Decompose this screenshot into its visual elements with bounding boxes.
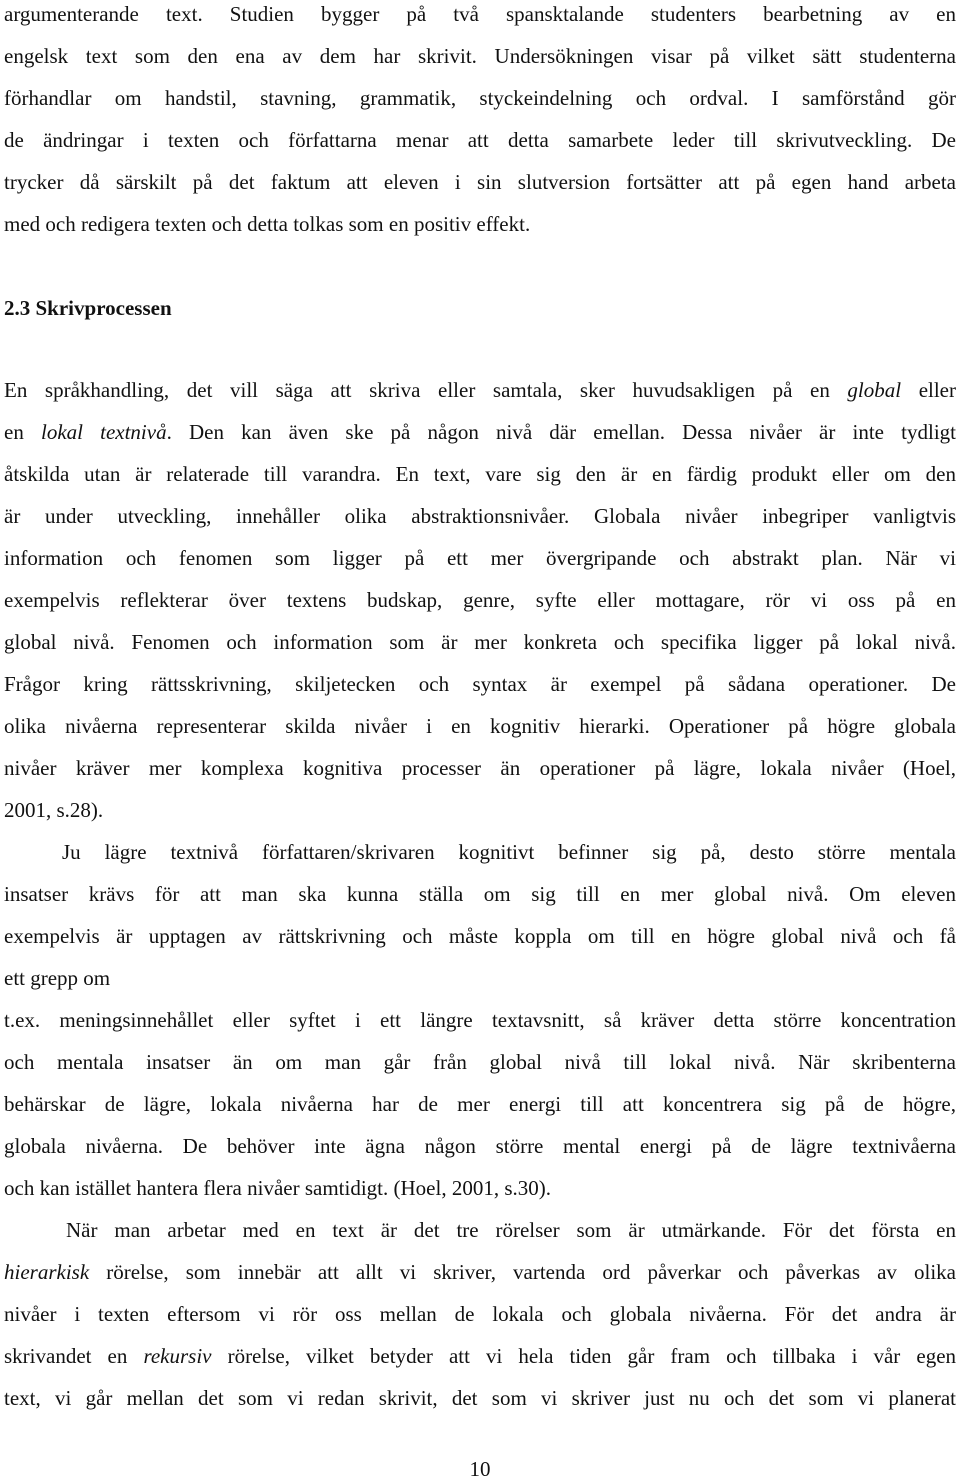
italic-term: global (847, 378, 902, 402)
text-line: globala nivåerna. De behöver inte ägna någon större mental energi på de lägre textnivåerna (4, 1134, 956, 1158)
text-line (4, 1343, 956, 1369)
text-line: 2001, s.28). (4, 798, 104, 822)
text-line: och mentala insatser än om man går från global nivå till lokal nivå. När skribenterna (4, 1050, 956, 1074)
text-run: skrivandet en (4, 1344, 144, 1368)
text-line: exempelvis reflekterar över textens budskap, genre, syfte eller mottagare, rör vi oss på en (4, 588, 956, 612)
text-line: förhandlar om handstil, stavning, grammatik, styckeindelning och ordval. I samförstånd gör (4, 86, 956, 110)
text-line: är under utveckling, innehåller olika abstraktionsnivåer. Globala nivåer inbegriper vanligtvis (4, 504, 956, 528)
text-line: med och redigera texten och detta tolkas som en positiv effekt. (4, 212, 531, 236)
text-run: rörelse, som innebär att allt vi skriver, vartenda ord påverkar och påverkas av olika (89, 1260, 956, 1284)
text-line: När man arbetar med en text är det tre rörelser som är utmärkande. För det första en (66, 1218, 956, 1242)
text-line: trycker då särskilt på det faktum att eleven i sin slutversion fortsätter att på egen hand arbeta (4, 170, 956, 194)
text-run: eller (901, 378, 956, 402)
section-heading: 2.3 Skrivprocessen (4, 296, 172, 320)
text-run: . Den kan även ske på någon nivå där emellan. Dessa nivåer är inte tydligt (166, 420, 956, 444)
italic-term: rekursiv (143, 1344, 212, 1368)
text-line: Ju lägre textnivå författaren/skrivaren kognitivt befinner sig på, desto större mentala (62, 840, 956, 864)
text-line: olika nivåerna representerar skilda nivåer i en kognitiv hierarki. Operationer på högre globala (4, 714, 956, 738)
italic-term: hierarkisk (4, 1260, 90, 1284)
text-line: argumenterande text. Studien bygger på två spansktalande studenters bearbetning av en (4, 2, 956, 26)
text-run: en (4, 420, 41, 444)
text-line (4, 377, 956, 403)
text-line: text, vi går mellan det som vi redan skrivit, det som vi skriver just nu och det som vi planerat (4, 1386, 956, 1410)
text-line: ett grepp om (4, 966, 111, 990)
text-line: exempelvis är upptagen av rättskrivning och måste koppla om till en högre global nivå och få (4, 924, 956, 948)
page-number: 10 (469, 1457, 491, 1481)
text-line: information och fenomen som ligger på ett mer övergripande och abstrakt plan. När vi (4, 546, 956, 570)
text-run: rörelse, vilket betyder att vi hela tiden går fram och tillbaka i vår egen (211, 1344, 957, 1368)
text-line: nivåer kräver mer komplexa kognitiva processer än operationer på lägre, lokala nivåer (Hoel, (4, 756, 956, 780)
text-line: global nivå. Fenomen och information som är mer konkreta och specifika ligger på lokal nivå. (4, 630, 956, 654)
text-line: Frågor kring rättsskrivning, skiljetecken och syntax är exempel på sådana operationer. De (4, 672, 956, 696)
text-line: insatser krävs för att man ska kunna ställa om sig till en mer global nivå. Om eleven (4, 882, 956, 906)
text-line: åtskilda utan är relaterade till varandra. En text, vare sig den är en färdig produkt eller om den (4, 462, 956, 486)
text-line: nivåer i texten eftersom vi rör oss mellan de lokala och globala nivåerna. För det andra är (4, 1302, 956, 1326)
text-line: och kan istället hantera flera nivåer samtidigt. (Hoel, 2001, s.30). (4, 1176, 551, 1200)
italic-term: lokal textnivå (40, 420, 167, 444)
text-line: behärskar de lägre, lokala nivåerna har de mer energi till att koncentrera sig på de högre, (4, 1092, 956, 1116)
text-line (4, 1259, 956, 1285)
text-line: engelsk text som den ena av dem har skrivit. Undersökningen visar på vilket sätt studenterna (4, 44, 956, 68)
text-line (4, 419, 956, 445)
text-line: de ändringar i texten och författarna menar att detta samarbete leder till skrivutveckling. De (4, 128, 956, 152)
text-line: t.ex. meningsinnehållet eller syftet i ett längre textavsnitt, så kräver detta större koncentration (4, 1008, 956, 1032)
text-run: En språkhandling, det vill säga att skriva eller samtala, sker huvudsakligen på en (4, 378, 848, 402)
